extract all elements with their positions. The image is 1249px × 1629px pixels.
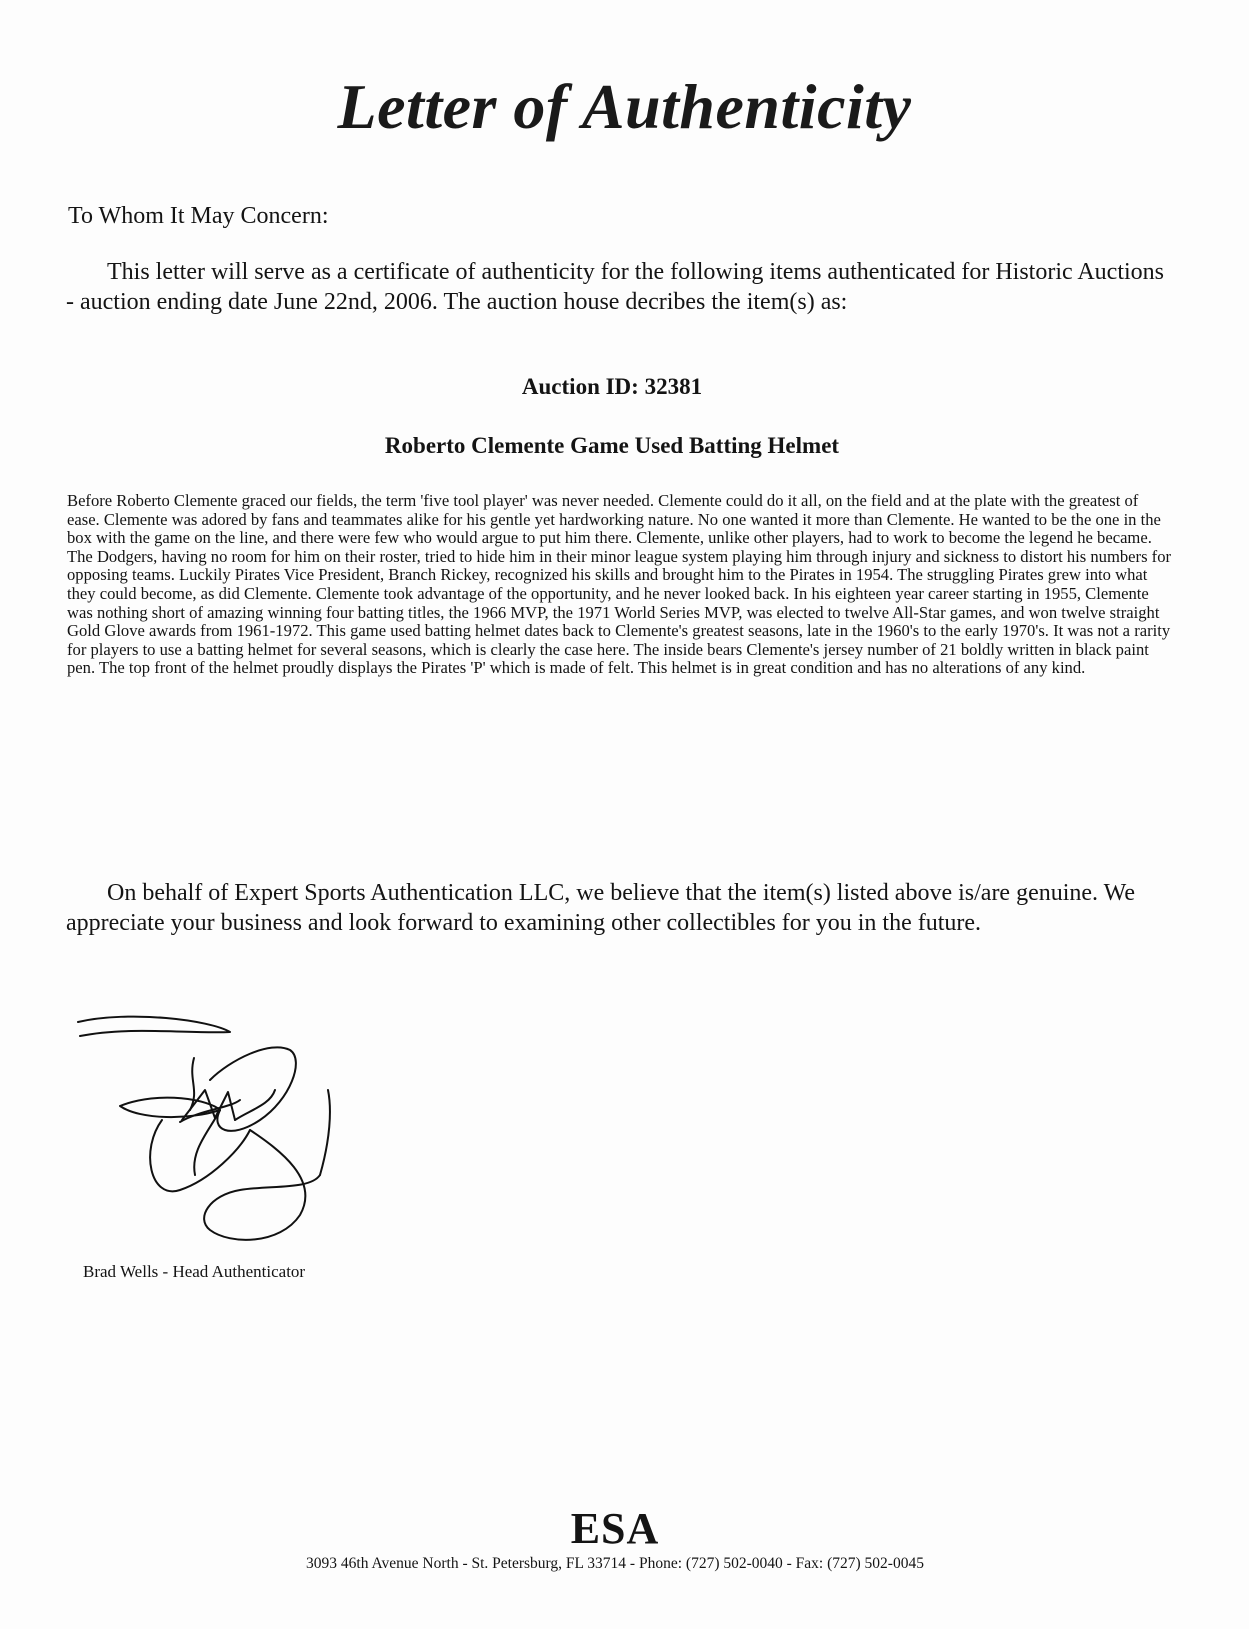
item-title: Roberto Clemente Game Used Batting Helmet [384,433,840,458]
closing-paragraph: On behalf of Expert Sports Authentication LLC, we believe that the item(s) listed above is/are genuine. We appreciate your business and look forward to examining other collectibles for you in the future. [66,880,1136,936]
signature-icon [70,1000,350,1260]
auction-id: Auction ID: 32381 [521,374,703,399]
salutation: To Whom It May Concern: [68,203,329,229]
intro-paragraph: This letter will serve as a certificate of authenticity for the following items authenticated for Historic Auctions - auction ending date June 22nd, 2006. The auction house decribes the item(s) as: [66,259,1164,315]
page-title: Letter of Authenticity [337,71,912,142]
company-address: 3093 46th Avenue North - St. Petersburg, FL 33714 - Phone: (727) 502-0040 - Fax: (727) 502-0045 [306,1555,924,1572]
item-description: Before Roberto Clemente graced our fields, the term 'five tool player' was never needed. Clemente could do it all, on the field and at the plate with the greatest of ease. Clemente was adored by fans and teammates alike for his gentle yet hardworking nature. No one wanted it more than Clemente. He wanted to be the one in the box with the game on the line, and there were few who would argue to put him there. Clemente, unlike other players, had to work to become the legend he became. The Dodgers, having no room for him on their roster, tried to hide him in their minor league system playing him through injury and sickness to distort his numbers for opposing teams. Luckily Pirates Vice President, Branch Rickey, recognized his skills and brought him to the Pirates in 1954. The struggling Pirates grew into what they could become, as did Clemente. Clemente took advantage of the opportunity, and he never looked back. In his eighteen year career starting in 1955, Clemente was nothing short of amazing winning four batting titles, the 1966 MVP, the 1971 World Series MVP, was elected to twelve All-Star games, and won twelve straight Gold Glove awards from 1961-1972. This game used batting helmet dates back to Clemente's greatest seasons, late in the 1960's to the early 1970's. It was not a rarity for players to use a batting helmet for several seasons, which is clearly the case here. The inside bears Clemente's jersey number of 21 boldly written in black paint pen. The top front of the helmet proudly displays the Pirates 'P' which is made of felt. This helmet is in great condition and has no alterations of any kind. [67,491,1172,678]
company-logo: ESA [570,1504,660,1553]
signer-name: Brad Wells - Head Authenticator [83,1262,306,1281]
